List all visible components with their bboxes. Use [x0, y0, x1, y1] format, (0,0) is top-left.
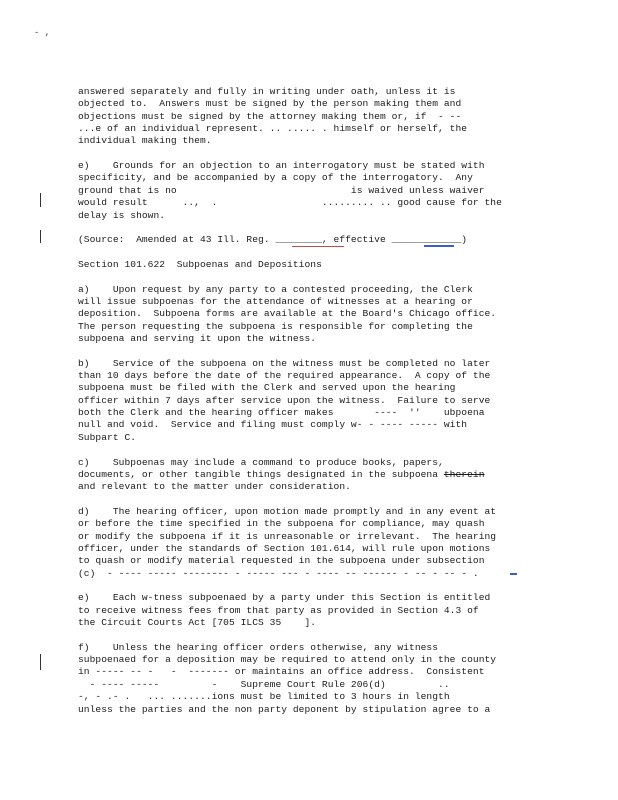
text-line: Subpart C. [78, 431, 137, 443]
change-bar [40, 230, 41, 243]
text-line: would result .., . ......... .. good cause for the [78, 197, 502, 209]
text-line: -, - .- . ... .......ions must be limited to 3 hours in length [78, 691, 450, 703]
text-line: officer, under the standards of Section 101.614, will rule upon motions [78, 543, 491, 554]
text-line: f) Unless the hearing officer orders otherwise, any witness [78, 641, 439, 653]
text-line: a) Upon request by any party to a contested proceeding, the Clerk [78, 283, 473, 295]
text-line: documents, or other tangible things designated in the subpoena therein [78, 468, 485, 480]
text-line: officer within 7 days after service upon the witness. Failure to serve [78, 394, 491, 406]
text-line: objected to. Answers must be signed by the person making them and [78, 98, 462, 110]
text-line: The person requesting the subpoena is responsible for completing the [78, 320, 473, 332]
text-line: individual making them. [78, 135, 212, 147]
text-line: (c) - ---- ----- -------- - ----- --- - ---- -- ------ - -- - -- - . [78, 567, 479, 579]
text-line: deposition. Subpoena forms are available at the Board's Chicago office. [78, 308, 497, 320]
text-line: Section 101.622 Subpoenas and Depositions [78, 258, 322, 270]
text-line: the Circuit Courts Act [705 ILCS 35 ]. [78, 617, 317, 628]
text-line: (Source: Amended at 43 Ill. Reg. ________, effective ____________) [78, 234, 468, 246]
text-line: to receive witness fees from that party as provided in Section 4.3 of [78, 604, 479, 616]
text-line: to quash or modify material requested in the subpoena under subsection [78, 555, 485, 567]
text-line: b) Service of the subpoena on the witness must be completed no later [78, 357, 491, 369]
text-line: both the Clerk and the hearing officer makes ---- '' ubpoena [78, 407, 485, 419]
text-line: or modify the subpoena if it is unreasonable or irrelevant. The hearing [78, 530, 497, 542]
text-line: than 10 days before the date of the required appearance. A copy of the [78, 370, 491, 382]
text-line: objections must be signed by the attorney making them or, if - -- [78, 110, 462, 122]
effective-blank-underline [424, 245, 454, 247]
text-line: ...e of an individual represent. .. ..... . himself or herself, the [78, 123, 468, 134]
text-line: or before the time specified in the subpoena for compliance, may quash [78, 518, 485, 530]
text-line: c) Subpoenas may include a command to produce books, papers, [78, 456, 444, 468]
text-line: subpoena must be filed with the Clerk and served upon the hearing [78, 382, 456, 394]
text-line: answered separately and fully in writing under oath, unless it is [78, 86, 456, 97]
marker-dash [510, 573, 517, 575]
text-line: subpoenaed for a deposition may be required to attend only in the county [78, 654, 497, 666]
text-line: delay is shown. [78, 209, 166, 221]
text-line: subpoena and serving it upon the witness. [78, 333, 317, 344]
text-line: ground that is no is waived unless waiver [78, 184, 485, 196]
scan-artifact-marks: - , [34, 28, 51, 38]
text-line: - ---- ----- - Supreme Court Rule 206(d) .. [78, 678, 450, 690]
text-line: e) Grounds for an objection to an interrogatory must be stated with [78, 160, 485, 172]
text-line: e) Each w-tness subpoenaed by a party under this Section is entitled [78, 592, 491, 604]
text-line: and relevant to the matter under consideration. [78, 481, 351, 493]
text-line: will issue subpoenas for the attendance of witnesses at a hearing or [78, 295, 473, 307]
text-line: d) The hearing officer, upon motion made promptly and in any event at [78, 505, 497, 517]
change-bar [40, 193, 41, 207]
text-line: unless the parties and the non party deponent by stipulation agree to a [78, 703, 491, 715]
date-blank-underline [292, 246, 344, 247]
change-bar [40, 654, 41, 670]
text-line: in ----- -- - - ------- or maintains an office address. Consistent [78, 666, 485, 678]
text-line: null and void. Service and filing must comply w- - ---- ----- with [78, 419, 468, 431]
text-line: specificity, and be accompanied by a copy of the interrogatory. Any [78, 172, 473, 184]
